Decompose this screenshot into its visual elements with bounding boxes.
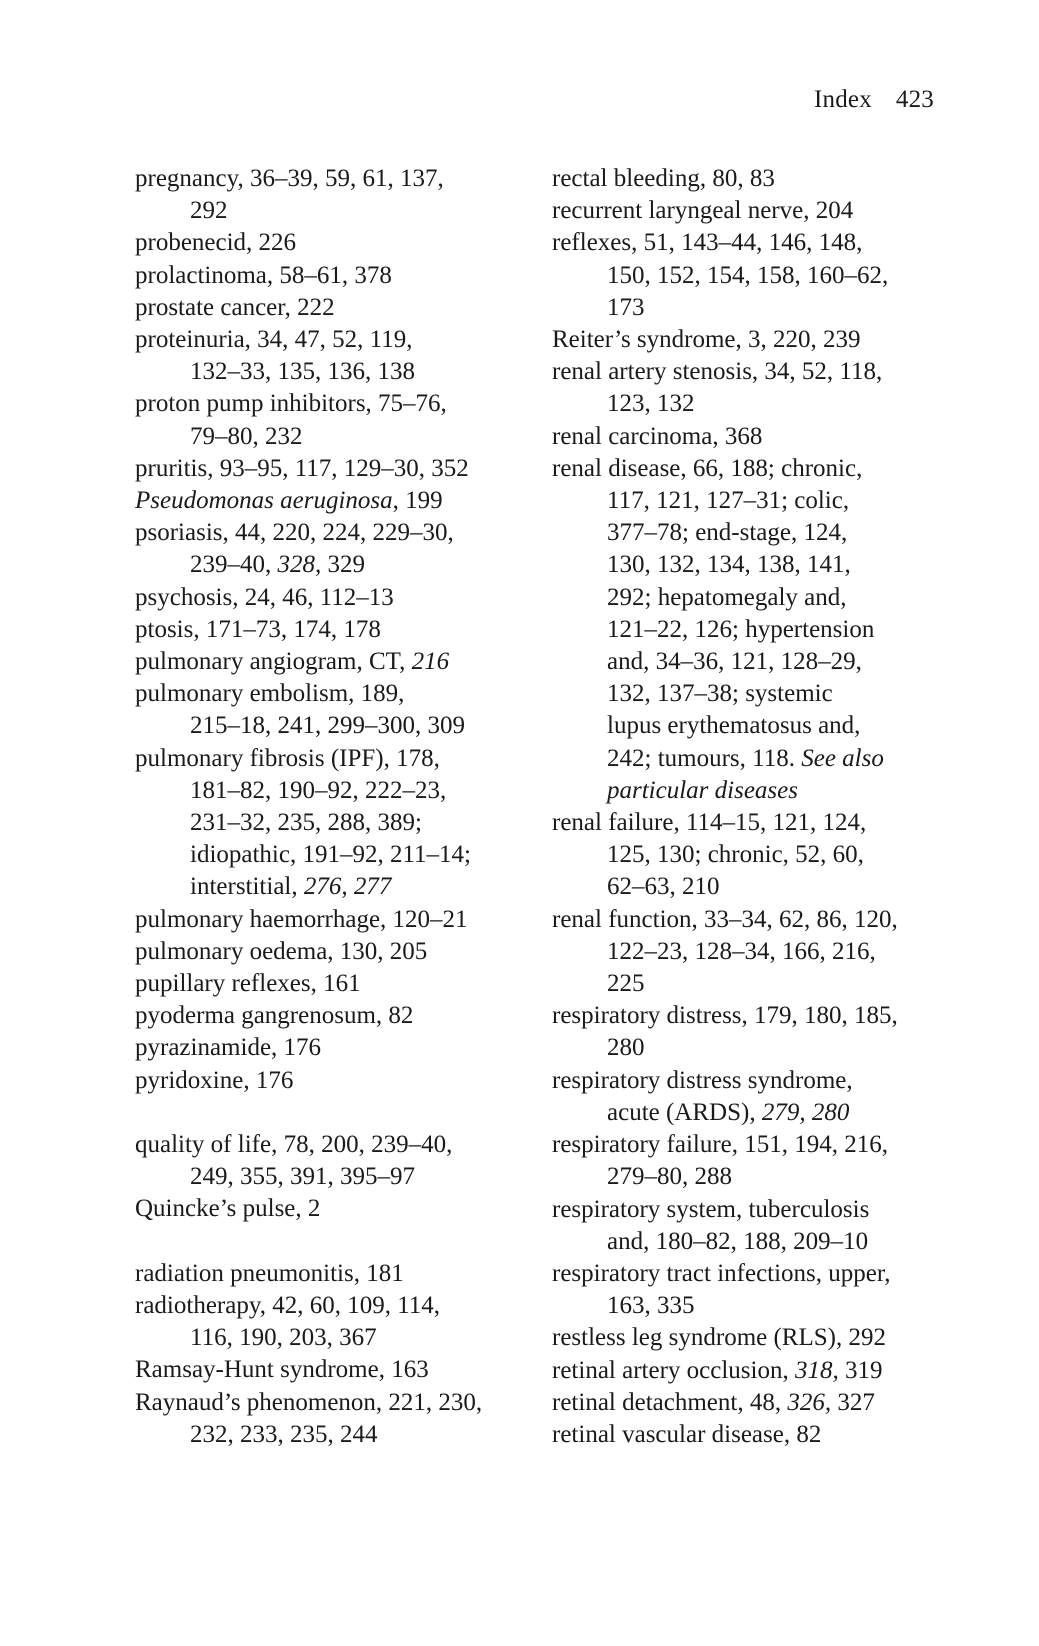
index-entry	[135, 1258, 535, 1290]
index-entry-line: psychosis, 24, 46, 112–13	[135, 583, 394, 611]
index-entry-line: Pseudomonas aeruginosa, 199	[135, 487, 443, 515]
index-entry	[135, 1290, 535, 1354]
index-entry	[552, 1065, 952, 1129]
index-entry-line: 280	[607, 1034, 645, 1062]
index-entry-line: renal function, 33–34, 62, 86, 120,	[552, 905, 898, 933]
index-entry-line: 130, 132, 134, 138, 141,	[607, 551, 851, 579]
index-entry	[552, 1194, 952, 1258]
index-entry	[552, 1000, 952, 1064]
index-entry	[552, 807, 952, 904]
index-entry-line: ptosis, 171–73, 174, 178	[135, 615, 381, 643]
index-entry	[552, 1258, 952, 1322]
index-entry-line: 173	[607, 293, 645, 321]
index-entry	[552, 904, 952, 1001]
index-entry-line: 232, 233, 235, 244	[190, 1420, 378, 1448]
index-entry	[135, 582, 535, 614]
index-entry	[135, 743, 535, 904]
index-entry-line: 121–22, 126; hypertension	[607, 615, 875, 643]
index-entry-line: 117, 121, 127–31; colic,	[607, 487, 850, 515]
index-entry	[552, 1129, 952, 1193]
index-entry-line: 132, 137–38; systemic	[607, 680, 833, 708]
index-entry-line: pulmonary haemorrhage, 120–21	[135, 905, 468, 933]
index-entry-line: recurrent laryngeal nerve, 204	[552, 197, 854, 225]
index-entry	[552, 227, 952, 324]
index-entry	[135, 1000, 535, 1032]
index-entry-line: 62–63, 210	[607, 873, 720, 901]
index-entry-line: pyoderma gangrenosum, 82	[135, 1002, 414, 1030]
running-header	[814, 86, 934, 114]
index-entry-line: 225	[607, 970, 645, 998]
index-entry-line: renal artery stenosis, 34, 52, 118,	[552, 358, 883, 386]
index-entry-line: radiotherapy, 42, 60, 109, 114,	[135, 1292, 441, 1320]
index-entry-line: 377–78; end-stage, 124,	[607, 519, 848, 547]
index-entry	[135, 936, 535, 968]
index-entry-line: renal disease, 66, 188; chronic,	[552, 454, 863, 482]
index-entry-line: 150, 152, 154, 158, 160–62,	[607, 261, 889, 289]
index-entry-line: prolactinoma, 58–61, 378	[135, 261, 392, 289]
index-entry-line: 163, 335	[607, 1292, 695, 1320]
index-entry-line: Ramsay-Hunt syndrome, 163	[135, 1356, 429, 1384]
index-entry-line: pyridoxine, 176	[135, 1066, 294, 1094]
index-entry-line: 132–33, 135, 136, 138	[190, 358, 415, 386]
index-entry-line: 123, 132	[607, 390, 695, 418]
index-entry	[135, 678, 535, 742]
index-entry-line: acute (ARDS), 279, 280	[607, 1098, 850, 1126]
index-entry-line: retinal artery occlusion, 318, 319	[552, 1356, 883, 1384]
index-entry	[135, 968, 535, 1000]
index-entry-line: 249, 355, 391, 395–97	[190, 1163, 415, 1191]
index-entry	[135, 1387, 535, 1451]
index-entry-line: prostate cancer, 222	[135, 293, 335, 321]
index-entry	[135, 1032, 535, 1064]
page-number: 423	[895, 86, 934, 113]
index-entry	[135, 260, 535, 292]
index-entry	[552, 356, 952, 420]
index-entry	[135, 324, 535, 388]
index-entry-line: respiratory failure, 151, 194, 216,	[552, 1131, 889, 1159]
index-entry-line: 79–80, 232	[190, 422, 303, 450]
index-entry-line: 116, 190, 203, 367	[190, 1324, 377, 1352]
index-entry	[552, 421, 952, 453]
index-entry	[135, 292, 535, 324]
index-entry	[135, 904, 535, 936]
index-entry-line: particular diseases	[607, 776, 798, 804]
index-column-right	[552, 163, 952, 1451]
index-entry	[135, 1065, 535, 1097]
index-entry-line: respiratory distress syndrome,	[552, 1066, 853, 1094]
index-entry-line: 279–80, 288	[607, 1163, 732, 1191]
index-entry	[552, 1387, 952, 1419]
index-entry-line: interstitial, 276, 277	[190, 873, 392, 901]
index-entry	[552, 163, 952, 195]
index-entry-line: 122–23, 128–34, 166, 216,	[607, 937, 876, 965]
index-entry-line: 292	[190, 197, 228, 225]
index-entry-line: and, 180–82, 188, 209–10	[607, 1227, 869, 1255]
index-entry	[135, 485, 535, 517]
index-entry-line: pulmonary angiogram, CT, 216	[135, 648, 450, 676]
index-entry	[135, 646, 535, 678]
index-entry-line: pulmonary embolism, 189,	[135, 680, 405, 708]
header-title: Index	[813, 86, 872, 113]
letter-section-gap	[135, 1226, 535, 1258]
index-entry-line: retinal detachment, 48, 326, 327	[552, 1388, 875, 1416]
index-entry	[135, 1354, 535, 1386]
index-entry-line: 239–40, 328, 329	[190, 551, 365, 579]
index-entry	[135, 1193, 535, 1225]
index-entry-line: Raynaud’s phenomenon, 221, 230,	[135, 1388, 483, 1416]
index-entry	[552, 324, 952, 356]
index-entry-line: Reiter’s syndrome, 3, 220, 239	[552, 326, 861, 354]
index-entry-line: 231–32, 235, 288, 389;	[190, 809, 422, 837]
index-entry	[135, 517, 535, 581]
index-entry	[135, 453, 535, 485]
index-entry-line: 215–18, 241, 299–300, 309	[190, 712, 465, 740]
index-entry-line: rectal bleeding, 80, 83	[552, 165, 775, 192]
index-entry	[552, 1419, 952, 1451]
letter-section-gap	[135, 1097, 535, 1129]
index-entry-line: 181–82, 190–92, 222–23,	[190, 776, 447, 804]
index-entry-line: pulmonary oedema, 130, 205	[135, 937, 428, 965]
index-entry-line: and, 34–36, 121, 128–29,	[607, 648, 862, 676]
index-entry	[135, 227, 535, 259]
index-entry	[552, 195, 952, 227]
index-entry	[135, 388, 535, 452]
index-entry	[135, 163, 535, 227]
index-entry-line: idiopathic, 191–92, 211–14;	[190, 841, 471, 869]
index-entry-line: 125, 130; chronic, 52, 60,	[607, 841, 864, 869]
index-entry-line: renal failure, 114–15, 121, 124,	[552, 809, 867, 837]
index-entry-line: probenecid, 226	[135, 229, 297, 257]
index-entry-line: pupillary reflexes, 161	[135, 970, 361, 998]
index-entry-line: proton pump inhibitors, 75–76,	[135, 390, 447, 418]
index-entry-line: psoriasis, 44, 220, 224, 229–30,	[135, 519, 454, 547]
index-entry	[552, 453, 952, 807]
index-entry-line: retinal vascular disease, 82	[552, 1420, 822, 1448]
index-entry-line: 242; tumours, 118. See also	[607, 744, 884, 772]
index-entry-line: pulmonary fibrosis (IPF), 178,	[135, 744, 440, 772]
index-entry-line: proteinuria, 34, 47, 52, 119,	[135, 326, 413, 354]
index-entry-line: respiratory tract infections, upper,	[552, 1259, 891, 1287]
index-entry-line: pregnancy, 36–39, 59, 61, 137,	[135, 165, 444, 192]
index-entry	[552, 1355, 952, 1387]
index-entry-line: pruritis, 93–95, 117, 129–30, 352	[135, 454, 469, 482]
index-entry-line: radiation pneumonitis, 181	[135, 1259, 404, 1287]
index-entry-line: respiratory distress, 179, 180, 185,	[552, 1002, 898, 1030]
index-entry-line: pyrazinamide, 176	[135, 1034, 322, 1062]
index-entry-line: renal carcinoma, 368	[552, 422, 763, 450]
index-entry-line: reflexes, 51, 143–44, 146, 148,	[552, 229, 863, 257]
index-entry-line: Quincke’s pulse, 2	[135, 1195, 321, 1223]
index-entry-line: lupus erythematosus and,	[607, 712, 861, 740]
index-entry-line: 292; hepatomegaly and,	[607, 583, 847, 611]
index-entry-line: quality of life, 78, 200, 239–40,	[135, 1131, 453, 1159]
index-entry-line: respiratory system, tuberculosis	[552, 1195, 870, 1223]
index-column-left	[135, 163, 535, 1451]
index-entry	[135, 1129, 535, 1193]
index-entry	[552, 1322, 952, 1354]
index-entry-line: restless leg syndrome (RLS), 292	[552, 1324, 886, 1352]
index-entry	[135, 614, 535, 646]
